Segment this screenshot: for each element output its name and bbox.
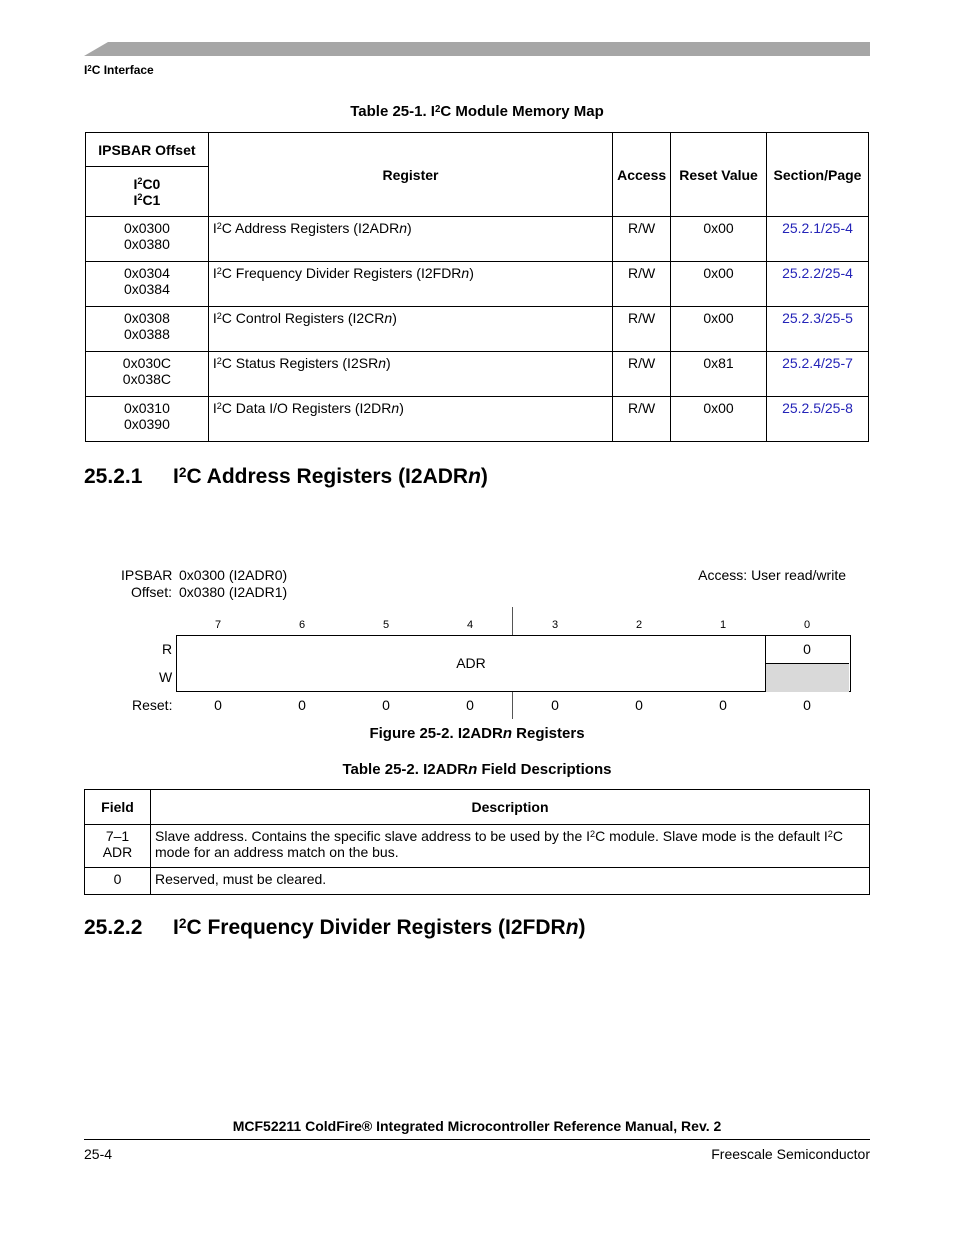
access-label: Access: User read/write [698,567,846,583]
page-number: 25-4 [84,1146,113,1162]
memory-map-table [85,132,869,442]
bit-number: 6 [298,619,306,631]
register-address-0: 0x0300 (I2ADR0) [179,567,288,583]
bit-number: 5 [382,619,390,631]
write-row-label: W [159,669,173,685]
bit0-read-value: 0 [803,641,811,657]
reset-value: 0 [382,697,390,713]
section-link[interactable]: 25.2.3/25-5 [782,310,853,326]
read-row-label: R [162,641,173,657]
bit-number: 0 [803,619,811,631]
section-heading-2522: 25.2.2 $I^2C$ Frequency Divider Registers (I2FDRn) [84,915,586,939]
table-row: 0x030C 0x038C $I^2C$ Status Registers (I2SRn) R/W 0x81 25.2.4/25-7 [86,352,869,397]
table-row: 0x0304 0x0384 $I^2C$ Frequency Divider Registers (I2FDRn) R/W 0x00 25.2.2/25-4 [86,262,869,307]
register-address-1: 0x0380 (I2ADR1) [179,584,288,600]
reset-value: 0 [551,697,559,713]
header-module-ids: $I^2C0$ $I^2C1$ [86,167,209,217]
bit-number: 4 [466,619,474,631]
header-field: Field [85,790,151,825]
reset-value: 0 [719,697,727,713]
nibble-divider-top [512,607,513,636]
register-box [176,635,851,692]
header-ipsbar-offset: IPSBAR Offset [86,133,209,167]
section-link[interactable]: 25.2.4/25-7 [782,355,853,371]
chapter-title: $I^2C$ Interface [84,63,154,77]
figure-caption: Figure 25-2. I2ADRn Registers [369,725,585,742]
table-row: 0x0308 0x0388 $I^2C$ Control Registers (I2CRn) R/W 0x00 25.2.3/25-5 [86,307,869,352]
reset-value: 0 [298,697,306,713]
table-row: 7–1 ADR Slave address. Contains the specific slave address to be used by the $I^2C$ module. Slave mode is the default $I^2C$ mode for an address match on the bus. [85,825,870,868]
field-descriptions-table [84,789,870,895]
bit-number: 7 [214,619,222,631]
reset-value: 0 [635,697,643,713]
section-link[interactable]: 25.2.2/25-4 [782,265,853,281]
section-link[interactable]: 25.2.5/25-8 [782,400,853,416]
footer-company: Freescale Semiconductor [711,1146,870,1162]
footer-divider [84,1139,870,1140]
footer-title: MCF52211 ColdFire® Integrated Microcontroller Reference Manual, Rev. 2 [232,1118,722,1134]
adr-field-label: ADR [456,655,486,671]
reset-label: Reset: [132,697,173,713]
bit-number: 1 [719,619,727,631]
table-row: 0x0310 0x0390 $I^2C$ Data I/O Registers (I2DRn) R/W 0x00 25.2.5/25-8 [86,397,869,442]
bit-number: 2 [635,619,643,631]
ipsbar-label: IPSBAR [121,567,173,583]
offset-label: Offset: [131,584,172,600]
table1-caption: Table 25-1. $I^2C$ Module Memory Map [350,103,604,120]
reset-value: 0 [803,697,811,713]
table2-caption: Table 25-2. I2ADRn Field Descriptions [342,761,612,778]
header-section-page: Section/Page [766,133,868,217]
section-link[interactable]: 25.2.1/25-4 [782,220,853,236]
header-description: Description [151,790,870,825]
header-access: Access [613,133,671,217]
bit-number: 3 [551,619,559,631]
reset-value: 0 [466,697,474,713]
table-row: 0x0300 0x0380 $I^2C$ Address Registers (I2ADRn) R/W 0x00 25.2.1/25-4 [86,217,869,262]
header-reset-value: Reset Value [671,133,767,217]
bit0-write-reserved [766,663,849,692]
section-heading-2521: 25.2.1 $I^2C$ Address Registers (I2ADRn) [84,464,488,488]
header-bar [84,42,870,56]
table-row: 0 Reserved, must be cleared. [85,868,870,895]
reset-value: 0 [214,697,222,713]
nibble-divider-bottom [512,691,513,719]
header-register: Register [208,133,612,217]
